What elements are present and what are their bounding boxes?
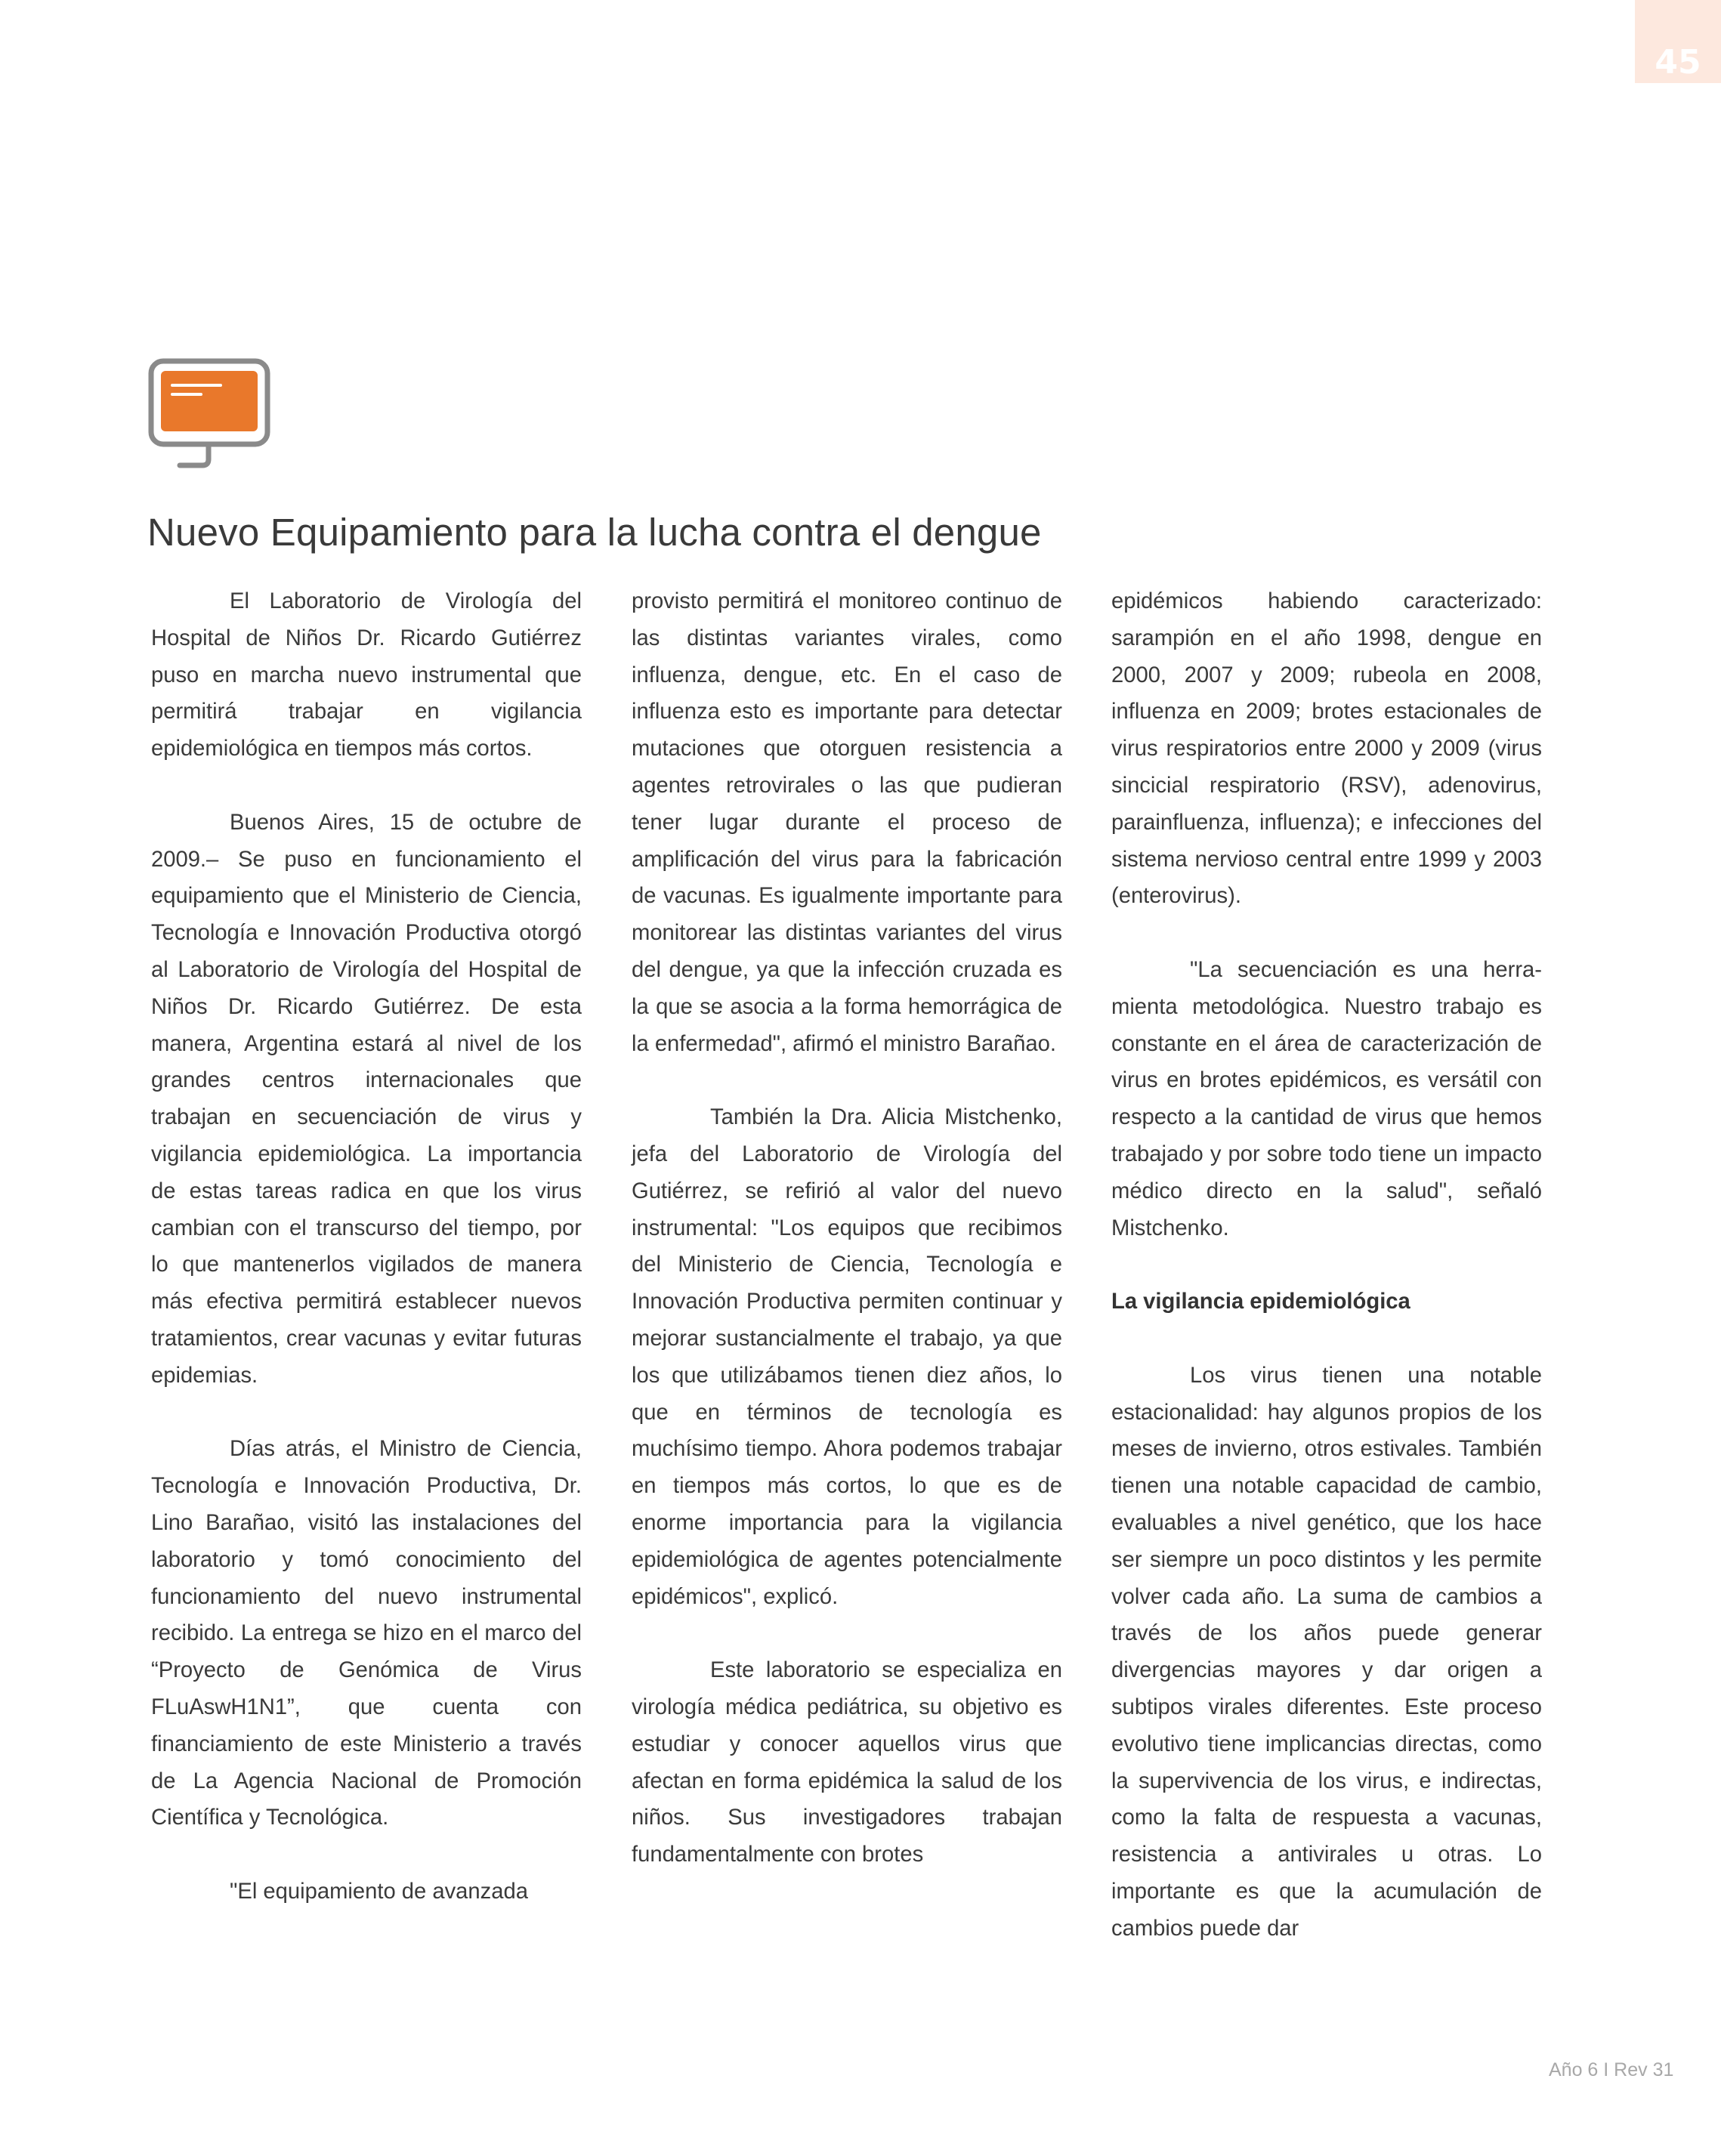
paragraph: Días atrás, el Ministro de Ciencia, Tecnología e Innovación Productiva, Dr. Lino Barañao, visitó las instalaciones del laboratorio y tomó conocimiento del funcionamiento del nuevo instrumental recibido. La entrega se hizo en el marco del “Proyecto de Genómica de Virus FLuAswH1N1”, que cuenta con financiamiento de este Ministerio a través de La Agencia Nacional de Promoción Científica y Tecnológica. xyxy=(151,1437,582,1830)
paragraph: "El equipamiento de avanzada xyxy=(230,1879,528,1904)
paragraph: Los virus tienen una notable estacionalidad: hay algunos propios de los meses de invierno, otros estivales. También tienen una notable capacidad de cambio, evaluables a nivel genético, que los hace ser siempre un poco distintos y les permite volver cada año. La suma de cambios a través de los años puede generar divergencias mayores y dar origen a subtipos virales diferentes. Este proceso evolutivo tiene implicancias directas, como la supervivencia de los virus, e indirectas, como la falta de respuesta a vacunas, resistencia a antivirales u otras. Lo importante es que la acumulación de cambios puede dar xyxy=(1111,1363,1542,1941)
comment-bubble-icon xyxy=(148,358,270,468)
text-column-1 xyxy=(151,583,582,1910)
paragraph: También la Dra. Alicia Mistchenko, jefa del Laboratorio de Virología del Gutiérrez, se refirió al valor del nuevo instrumental: "Los equipos que recibimos del Ministerio de Ciencia, Tecnología e Innovación Productiva permiten continuar y mejorar sustancialmente el trabajo, ya que los que utilizábamos tienen diez años, lo que en términos de tecnología es muchísimo tiempo. Ahora podemos trabajar en tiempos más cortos, lo que es de enorme importancia para la vigilancia epidemiológica de agentes potencialmente epidémicos", explicó. xyxy=(632,1105,1062,1609)
paragraph: "La secuenciación es una herra-mienta metodológica. Nuestro trabajo es constante en el área de caracterización de virus en brotes epidémicos, es versátil con respecto a la cantidad de virus que hemos trabajado y por sobre todo tiene un impacto médico directo en la salud", señaló Mistchenko. xyxy=(1111,957,1542,1240)
page-number: 45 xyxy=(1635,0,1721,83)
section-heading: La vigilancia epidemiológica xyxy=(1111,1290,1410,1314)
article-title: Nuevo Equipamiento para la lucha contra el dengue xyxy=(147,511,1042,554)
footer-issue: Año 6 I Rev 31 xyxy=(1549,2059,1674,2080)
text-column-3 xyxy=(1111,583,1542,1947)
paragraph: Este laboratorio se especializa en virología médica pediátrica, su objetivo es estudiar y conocer aquellos virus que afectan en forma epidémica la salud de los niños. Sus investigadores trabajan fundamentalmente con brotes xyxy=(632,1658,1062,1867)
paragraph: epidémicos habiendo caracterizado: sarampión en el año 1998, dengue en 2000, 2007 y 2009; rubeola en 2008, influenza en 2009; brotes estacionales de virus respiratorios entre 2000 y 2009 (virus sincicial respiratorio (RSV), adenovirus, parainfluenza, influenza); e infecciones del sistema nervioso central entre 1999 y 2003 (enterovirus). xyxy=(1111,589,1542,909)
paragraph: provisto permitirá el monitoreo continuo de las distintas variantes virales, como influenza, dengue, etc. En el caso de influenza esto es importante para detectar mutaciones que otorguen resistencia a agentes retrovirales o las que pudieran tener lugar durante el proceso de amplificación del virus para la fabricación de vacunas. Es igualmente importante para monitorear las distintas variantes del virus del dengue, ya que la infección cruzada es la que se asocia a la forma hemorrágica de la enfermedad", afirmó el ministro Barañao. xyxy=(632,589,1062,1056)
paragraph: Buenos Aires, 15 de octubre de 2009.– Se puso en funcionamiento el equipamiento que el Ministerio de Ciencia, Tecnología e Innovación Productiva otorgó al Laboratorio de Virología del Hospital de Niños Dr. Ricardo Gutiérrez. De esta manera, Argentina estará al nivel de los grandes centros internacionales que trabajan en secuenciación de virus y vigilancia epidemiológica. La importancia de estas tareas radica en que los virus cambian con el transcurso del tiempo, por lo que mantenerlos vigilados de manera más efectiva permitirá establecer nuevos tratamientos, crear vacunas y evitar futuras epidemias. xyxy=(151,810,582,1388)
text-column-2 xyxy=(632,583,1062,1873)
paragraph: El Laboratorio de Virología del Hospital de Niños Dr. Ricardo Gutiérrez puso en marcha nuevo instrumental que permitirá trabajar en vigilancia epidemiológica en tiempos más cortos. xyxy=(151,589,582,761)
